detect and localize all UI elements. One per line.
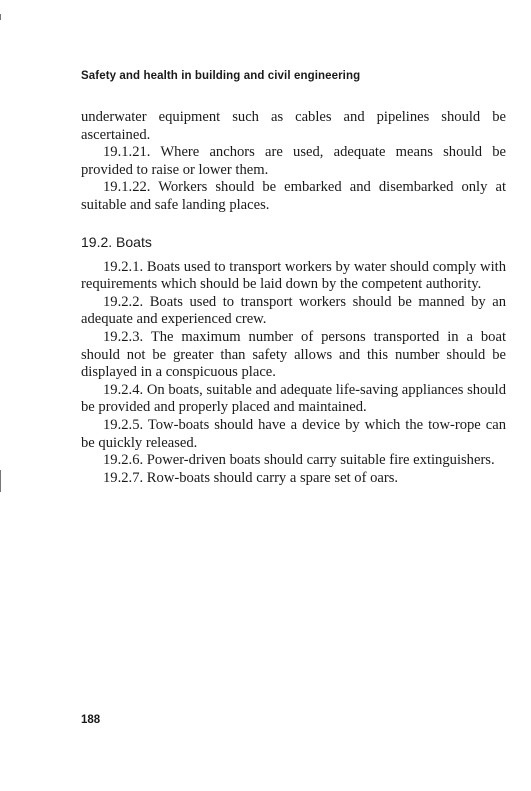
scan-edge-mark (0, 14, 1, 20)
paragraph-19-2-4 (81, 382, 506, 417)
section-heading: 19.2. Boats (81, 233, 152, 250)
paragraph-text: underwater equipment such as cables and pipelines should be ascertained. (81, 109, 506, 143)
paragraph-19-2-3 (81, 329, 506, 382)
paragraph-text: Boats used to transport workers by water should comply with requirements which should be laid down by the competent authority. (81, 258, 506, 293)
paragraph-text: Power-driven boats should carry suitable fire extinguishers. (146, 452, 495, 469)
paragraph-19-2-7 (81, 470, 506, 488)
paragraph-19-1-21 (81, 144, 506, 179)
page-number: 188 (81, 714, 101, 726)
paragraph-number: 19.2.3. (103, 328, 144, 345)
paragraph-number: 19.2.5. (103, 416, 144, 433)
body-text (81, 109, 506, 487)
paragraph-text: Workers should be embarked and disembarked only at suitable and safe landing places. (81, 179, 506, 213)
paragraph-19-2-1 (81, 259, 506, 294)
paragraph-continued (81, 109, 506, 144)
paragraph-text: Where anchors are used, adequate means should be provided to raise or lower them. (81, 144, 507, 178)
paragraph-number: 19.2.2. (103, 293, 144, 310)
running-header: Safety and health in building and civil engineering (81, 70, 361, 82)
paragraph-text: Row-boats should carry a spare set of oars. (146, 469, 399, 486)
paragraph-number: 19.1.22. (103, 179, 151, 196)
paragraph-number: 19.2.4. (103, 381, 144, 398)
paragraph-number: 19.1.21. (103, 144, 151, 161)
paragraph-19-1-22 (81, 179, 506, 214)
paragraph-number: 19.2.1. (103, 258, 144, 275)
paragraph-text: On boats, suitable and adequate life-saving appliances should be provided and properly placed and maintained. (81, 381, 506, 416)
paragraph-19-2-5 (81, 417, 506, 452)
paragraph-19-2-6 (81, 452, 506, 470)
paragraph-text: The maximum number of persons transported in a boat should not be greater than safety allows and this number should be displayed in a conspicuous place. (81, 328, 507, 381)
paragraph-text: Boats used to transport workers should be manned by an adequate and experienced crew. (81, 293, 507, 328)
paragraph-number: 19.2.7. (103, 469, 144, 486)
paragraph-text: Tow-boats should have a device by which the tow-rope can be quickly released. (81, 416, 507, 451)
paragraph-number: 19.2.6. (103, 452, 144, 469)
paragraph-19-2-2 (81, 294, 506, 329)
scan-edge-mark (0, 470, 1, 492)
